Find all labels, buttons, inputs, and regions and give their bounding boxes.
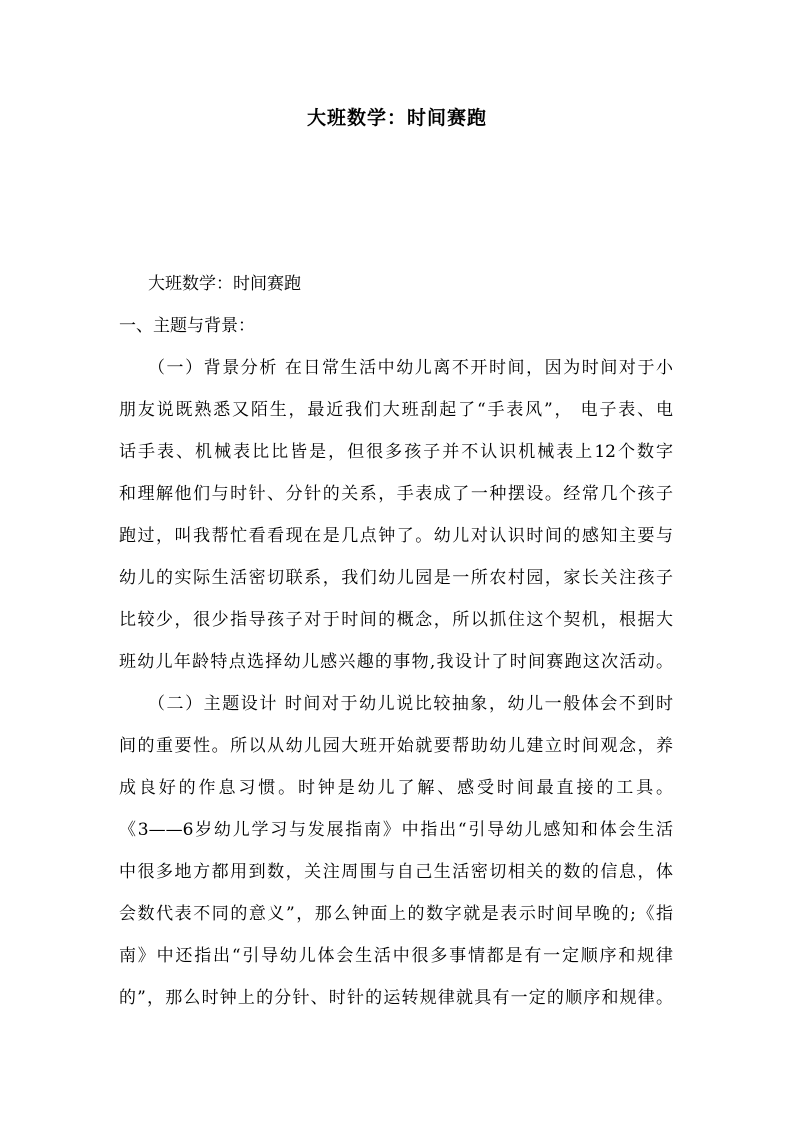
paragraph-line: 和理解他们与时针、分针的关系，手表成了一种摆设。经常几个孩子 [119, 484, 673, 504]
paragraph-line: 中很多地方都用到数，关注周围与自己生活密切相关的数的信息，体 [119, 862, 673, 882]
paragraph-line: 班幼儿年龄特点选择幼儿感兴趣的事物,我设计了时间赛跑这次活动。 [119, 652, 673, 672]
paragraph-line: 成良好的作息习惯。时钟是幼儿了解、感受时间最直接的工具。 [119, 778, 673, 798]
section-heading: 一、主题与背景： [119, 316, 255, 336]
document-subheading: 大班数学：时间赛跑 [148, 274, 301, 294]
paragraph-line: 《3——6岁幼儿学习与发展指南》中指出“引导幼儿感知和体会生活 [119, 820, 673, 840]
paragraph-line: 南》中还指出“引导幼儿体会生活中很多事情都是有一定顺序和规律 [119, 946, 673, 966]
paragraph-line: 幼儿的实际生活密切联系，我们幼儿园是一所农村园，家长关注孩子 [119, 568, 673, 588]
paragraph-line: （二）主题设计 时间对于幼儿说比较抽象，幼儿一般体会不到时 [148, 694, 673, 714]
paragraph-line: 话手表、机械表比比皆是，但很多孩子并不认识机械表上12个数字 [119, 442, 673, 462]
document-title: 大班数学：时间赛跑 [306, 107, 487, 129]
paragraph-line: 比较少，很少指导孩子对于时间的概念，所以抓住这个契机，根据大 [119, 610, 673, 630]
paragraph-line: 会数代表不同的意义”，那么钟面上的数字就是表示时间早晚的;《指 [119, 904, 673, 924]
paragraph-line: 朋友说既熟悉又陌生，最近我们大班刮起了“手表风”， 电子表、电 [119, 400, 673, 420]
paragraph-line: （一）背景分析 在日常生活中幼儿离不开时间，因为时间对于小 [148, 358, 673, 378]
paragraph-line: 跑过，叫我帮忙看看现在是几点钟了。幼儿对认识时间的感知主要与 [119, 526, 673, 546]
paragraph-line: 的”，那么时钟上的分针、时针的运转规律就具有一定的顺序和规律。 [119, 988, 673, 1008]
paragraph-line: 间的重要性。所以从幼儿园大班开始就要帮助幼儿建立时间观念，养 [119, 736, 673, 756]
